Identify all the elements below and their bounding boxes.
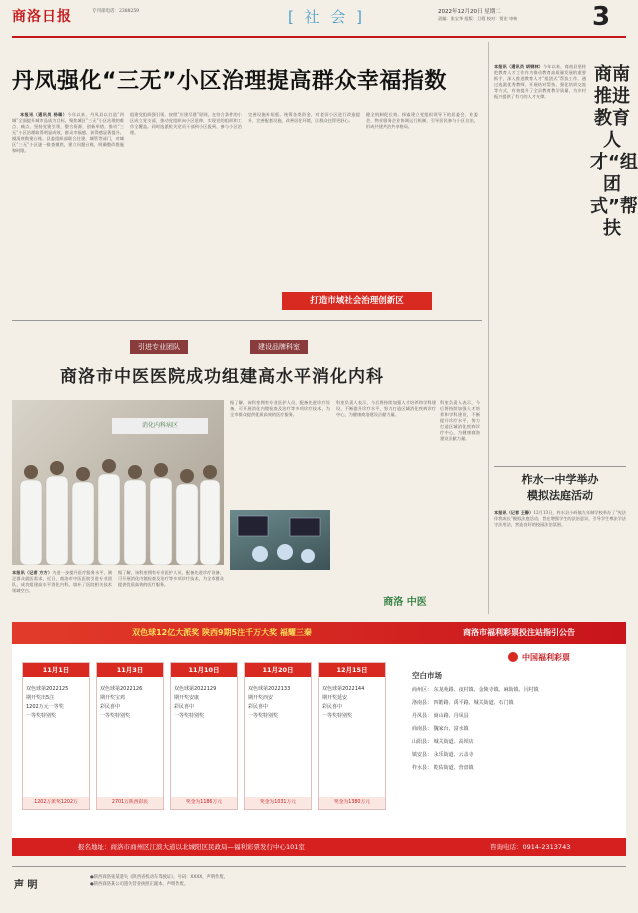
endoscopy-photo (230, 510, 330, 570)
contact-phone: 咨询电话：0914-2313743 (490, 843, 571, 851)
ticket-line: 彩民喜中 (100, 704, 121, 710)
ticket-line: 期开奖出5注 (26, 695, 55, 701)
ticket-prize: 奖金为1380万元 (319, 797, 385, 809)
ticket-prize: 奖金为1031万元 (245, 797, 311, 809)
ticket-date: 11月20日 (245, 663, 311, 677)
ward-sign: 消化内科病区 (112, 418, 208, 434)
welfare-lottery-logo: 中国福利彩票 (522, 653, 570, 662)
hospital-logo: 商洛 中医 (383, 597, 427, 608)
ticket-line: 彩民喜中 (322, 704, 343, 710)
article2-col4: 科室负责人表示，今后将持续加强人才培养和学科建设，不断提升诊疗水平，努力打造区域消化疾病诊疗中心，为健康商洛建设贡献力量。 (440, 400, 480, 441)
article4-headline-line1: 柞水一中学举办 (521, 473, 599, 486)
ticket-prize: 奖金为1186万元 (171, 797, 237, 809)
ticket-line: 双色球第2022125 (26, 686, 69, 692)
directory-row: 山阳县： 城关街道、高坝店 (412, 739, 474, 745)
article2-kicker-left: 引进专业团队 (130, 340, 188, 354)
lottery-logo-row (412, 650, 616, 668)
ticket-date: 12月15日 (319, 663, 385, 677)
article1-col4: 健全机制促长效。探索建立党组织领导下的居委会、业委会、物业服务企业协调运行机制，引导居民参与小区自治，形成共建共治共享格局。 (366, 112, 478, 129)
ticket-date: 11月3日 (97, 663, 163, 677)
article4-headline-line2: 模拟法庭活动 (527, 489, 593, 502)
article3-byline: 本报讯（通讯员 胡钢林） (494, 64, 543, 69)
ticket-line: 一等奖特别奖 (100, 713, 131, 719)
directory-row: 洛南县： 四皓路、禹平路、城关街道、石门镇 (412, 700, 514, 706)
article1-divider (12, 320, 482, 321)
article1-col1: 本报讯（通讯员 杨璐）今年以来，丹凤县以打造“四城”全面提升城市品质为目标，聚焦城区“三无”小区治理的难点、痛点，坚持党建引领，整合资源，创新举措，推动“三无”小区治理取得明显成效，群众幸福感、获得感显著提升。摸清底数建台账。县委组织部联合住建、城管等部门，对城区“三无”小区逐一排查摸底，建立问题台账，明确整改措施和时限。 (12, 112, 124, 153)
article4-headline (494, 472, 626, 504)
article1-col3: 完善设施补短板。统筹各类资金，对老旧小区进行改造提升，完善配套设施，改善居住环境，让群众住得更舒心。 (248, 112, 360, 123)
article2-kicker-right: 建设品牌科室 (250, 340, 308, 354)
ticket-line: 双色球第2022133 (248, 686, 291, 692)
medical-equipment-illustration (230, 510, 330, 570)
article4-byline: 本报讯（记者 王静） (494, 510, 534, 515)
article2-byline: 本报讯（记者 方方） (12, 570, 53, 575)
ticket-line: 一等奖特别奖 (322, 713, 353, 719)
ticket-prize: 2701万陕西彩民 (97, 797, 163, 809)
winner-ticket (318, 662, 386, 810)
ticket-line: 双色球第2022126 (100, 686, 143, 692)
article2-col2-bottom: 据了解，该科室拥有专业医护人员，配备先进诊疗设备，可开展消化内镜检查及治疗等多项诊疗技术，为全市群众提供优质高效的医疗服务。 (118, 570, 224, 587)
winner-ticket-list (22, 662, 394, 822)
section-title: [ 社 会 ] (288, 8, 366, 26)
winner-ticket (96, 662, 164, 810)
ticket-line: 期开奖西安 (248, 695, 274, 701)
governance-banner: 打造市域社会治理创新区 (282, 292, 432, 310)
column-divider (488, 42, 489, 614)
directory-row: 商南县： 魏家台、富水镇 (412, 726, 469, 732)
ticket-line: 期开奖延安 (322, 695, 348, 701)
notice-lines (90, 874, 626, 888)
article2-col1: 本报讯（记者 方方）为进一步提升医疗服务水平，满足群众就医需求，近日，商洛市中医医院引进专业团队，成功组建高水平消化内科，填补了医院相关技术领域空白。 (12, 570, 112, 593)
masthead-rule (12, 36, 626, 38)
notice-title: 声 明 (14, 880, 38, 891)
notice-line-2: ●陕西商洛某公司遗失营业执照正副本，声明作废。 (90, 882, 189, 887)
newspaper-logo: 商洛日报 (12, 9, 72, 25)
notice-section (0, 862, 638, 913)
article3-vertical-headline: 商南推进教育人才“组团式”帮扶 (590, 64, 638, 239)
lottery-promo-title: 双色球12亿大派奖 陕西9期5注千万大奖 福耀三秦 (132, 628, 312, 637)
ticket-line: 双色球第2022144 (322, 686, 365, 692)
article1-headline: 丹凤强化“三无”小区治理提高群众幸福指数 (12, 69, 447, 94)
editor-credits: 责编：张宝华 组版：卫霞 校对：贾宏 审核 (438, 16, 518, 21)
ticket-line: 一等奖特别奖 (248, 713, 279, 719)
ticket-line: 彩民喜中 (174, 704, 195, 710)
notice-line-1: ●陕西商洛张某遗失《陕西省机动车驾驶证》，号码：XXXX，声明作废。 (90, 875, 228, 880)
page-number: 3 (592, 2, 611, 32)
lottery-notice-title: 商洛市福利彩票投注站指引公告 (463, 628, 575, 637)
lottery-ad-header (12, 622, 626, 644)
station-directory (412, 684, 618, 834)
ticket-prize: 1202万派奖1202万 (23, 797, 89, 809)
ticket-line: 一等奖特别奖 (26, 713, 57, 719)
lottery-ad-footer (12, 838, 626, 856)
winner-ticket (170, 662, 238, 810)
article2-col2: 据了解，该科室拥有专业医护人员，配备先进诊疗设备，可开展消化内镜检查及治疗等多项诊疗技术，为全市群众提供优质高效的医疗服务。 (230, 400, 330, 417)
directory-row: 镇安县： 永乐街道、云盖寺 (412, 752, 474, 758)
directory-row: 商州区： 东龙苑路、夜村镇、金陵寺镇、麻街镇、闫村镇 (412, 687, 539, 693)
lottery-ad-body (12, 644, 626, 838)
notice-rule (12, 866, 626, 867)
directory-row: 柞水县： 乾佑街道、营盘镇 (412, 765, 474, 771)
ticket-line: 一等奖特别奖 (174, 713, 205, 719)
directory-row: 丹凤县： 商山路、丹凤县 (412, 713, 469, 719)
ticket-line: 彩民喜中 (248, 704, 269, 710)
registration-address: 报名地址：商洛市商州区江滨大道以北城阳区民政局—福利彩票发行中心101室 (78, 843, 305, 851)
ticket-line: 1202万元一等奖 (26, 704, 64, 710)
masthead (0, 0, 638, 36)
newspaper-phone: 专刊部电话：2388259 (92, 9, 140, 14)
ticket-line: 期开奖安康 (174, 695, 200, 701)
lottery-logo-icon (508, 652, 518, 662)
directory-title: 空白市场 (412, 671, 442, 680)
ticket-date: 11月10日 (171, 663, 237, 677)
article3-divider (494, 466, 626, 467)
winner-ticket (22, 662, 90, 810)
issue-date: 2022年12月20日 星期二 (438, 9, 501, 15)
article1-byline: 本报讯（通讯员 杨璐） (20, 112, 68, 117)
hospital-team-photo (12, 400, 224, 565)
ticket-line: 双色球第2022129 (174, 686, 217, 692)
article2-headline: 商洛市中医医院成功组建高水平消化内科 (60, 367, 384, 387)
article3-body: 本报讯（通讯员 胡钢林）今年以来，商南县坚持把教育人才工作作为推动教育高质量发展的重要抓手，深入推进教育人才“组团式”帮扶工作，通过选派优秀教师、开展结对帮扶、强化培训交流等方式，有效提升了全县教育教学质量，为乡村振兴提供了有力的人才支撑。 (494, 64, 586, 99)
ticket-line: 期开奖宝鸡 (100, 695, 126, 701)
ticket-date: 11月1日 (23, 663, 89, 677)
article1-col2: 组建党组织强引领。按照“应建尽建”原则，在符合条件的小区成立党支部，推动党组织向小区延伸，实现党的组织和工作全覆盖。同时选派机关党员干部到小区报到，参与小区治理。 (130, 112, 242, 135)
article4-body: 本报讯（记者 王静）12月13日，柞水县小岭镇九年制学校举办了“宪法伴我成长”模拟法庭活动，旨在增强学生的法治意识，引导学生尊法学法守法用法，营造良好的校园法治氛围。 (494, 510, 626, 527)
winner-ticket (244, 662, 312, 810)
article2-col3: 科室负责人表示，今后将持续加强人才培养和学科建设，不断提升诊疗水平，努力打造区域消化疾病诊疗中心，为健康商洛建设贡献力量。 (336, 400, 436, 417)
staff-group-illustration (12, 440, 224, 565)
